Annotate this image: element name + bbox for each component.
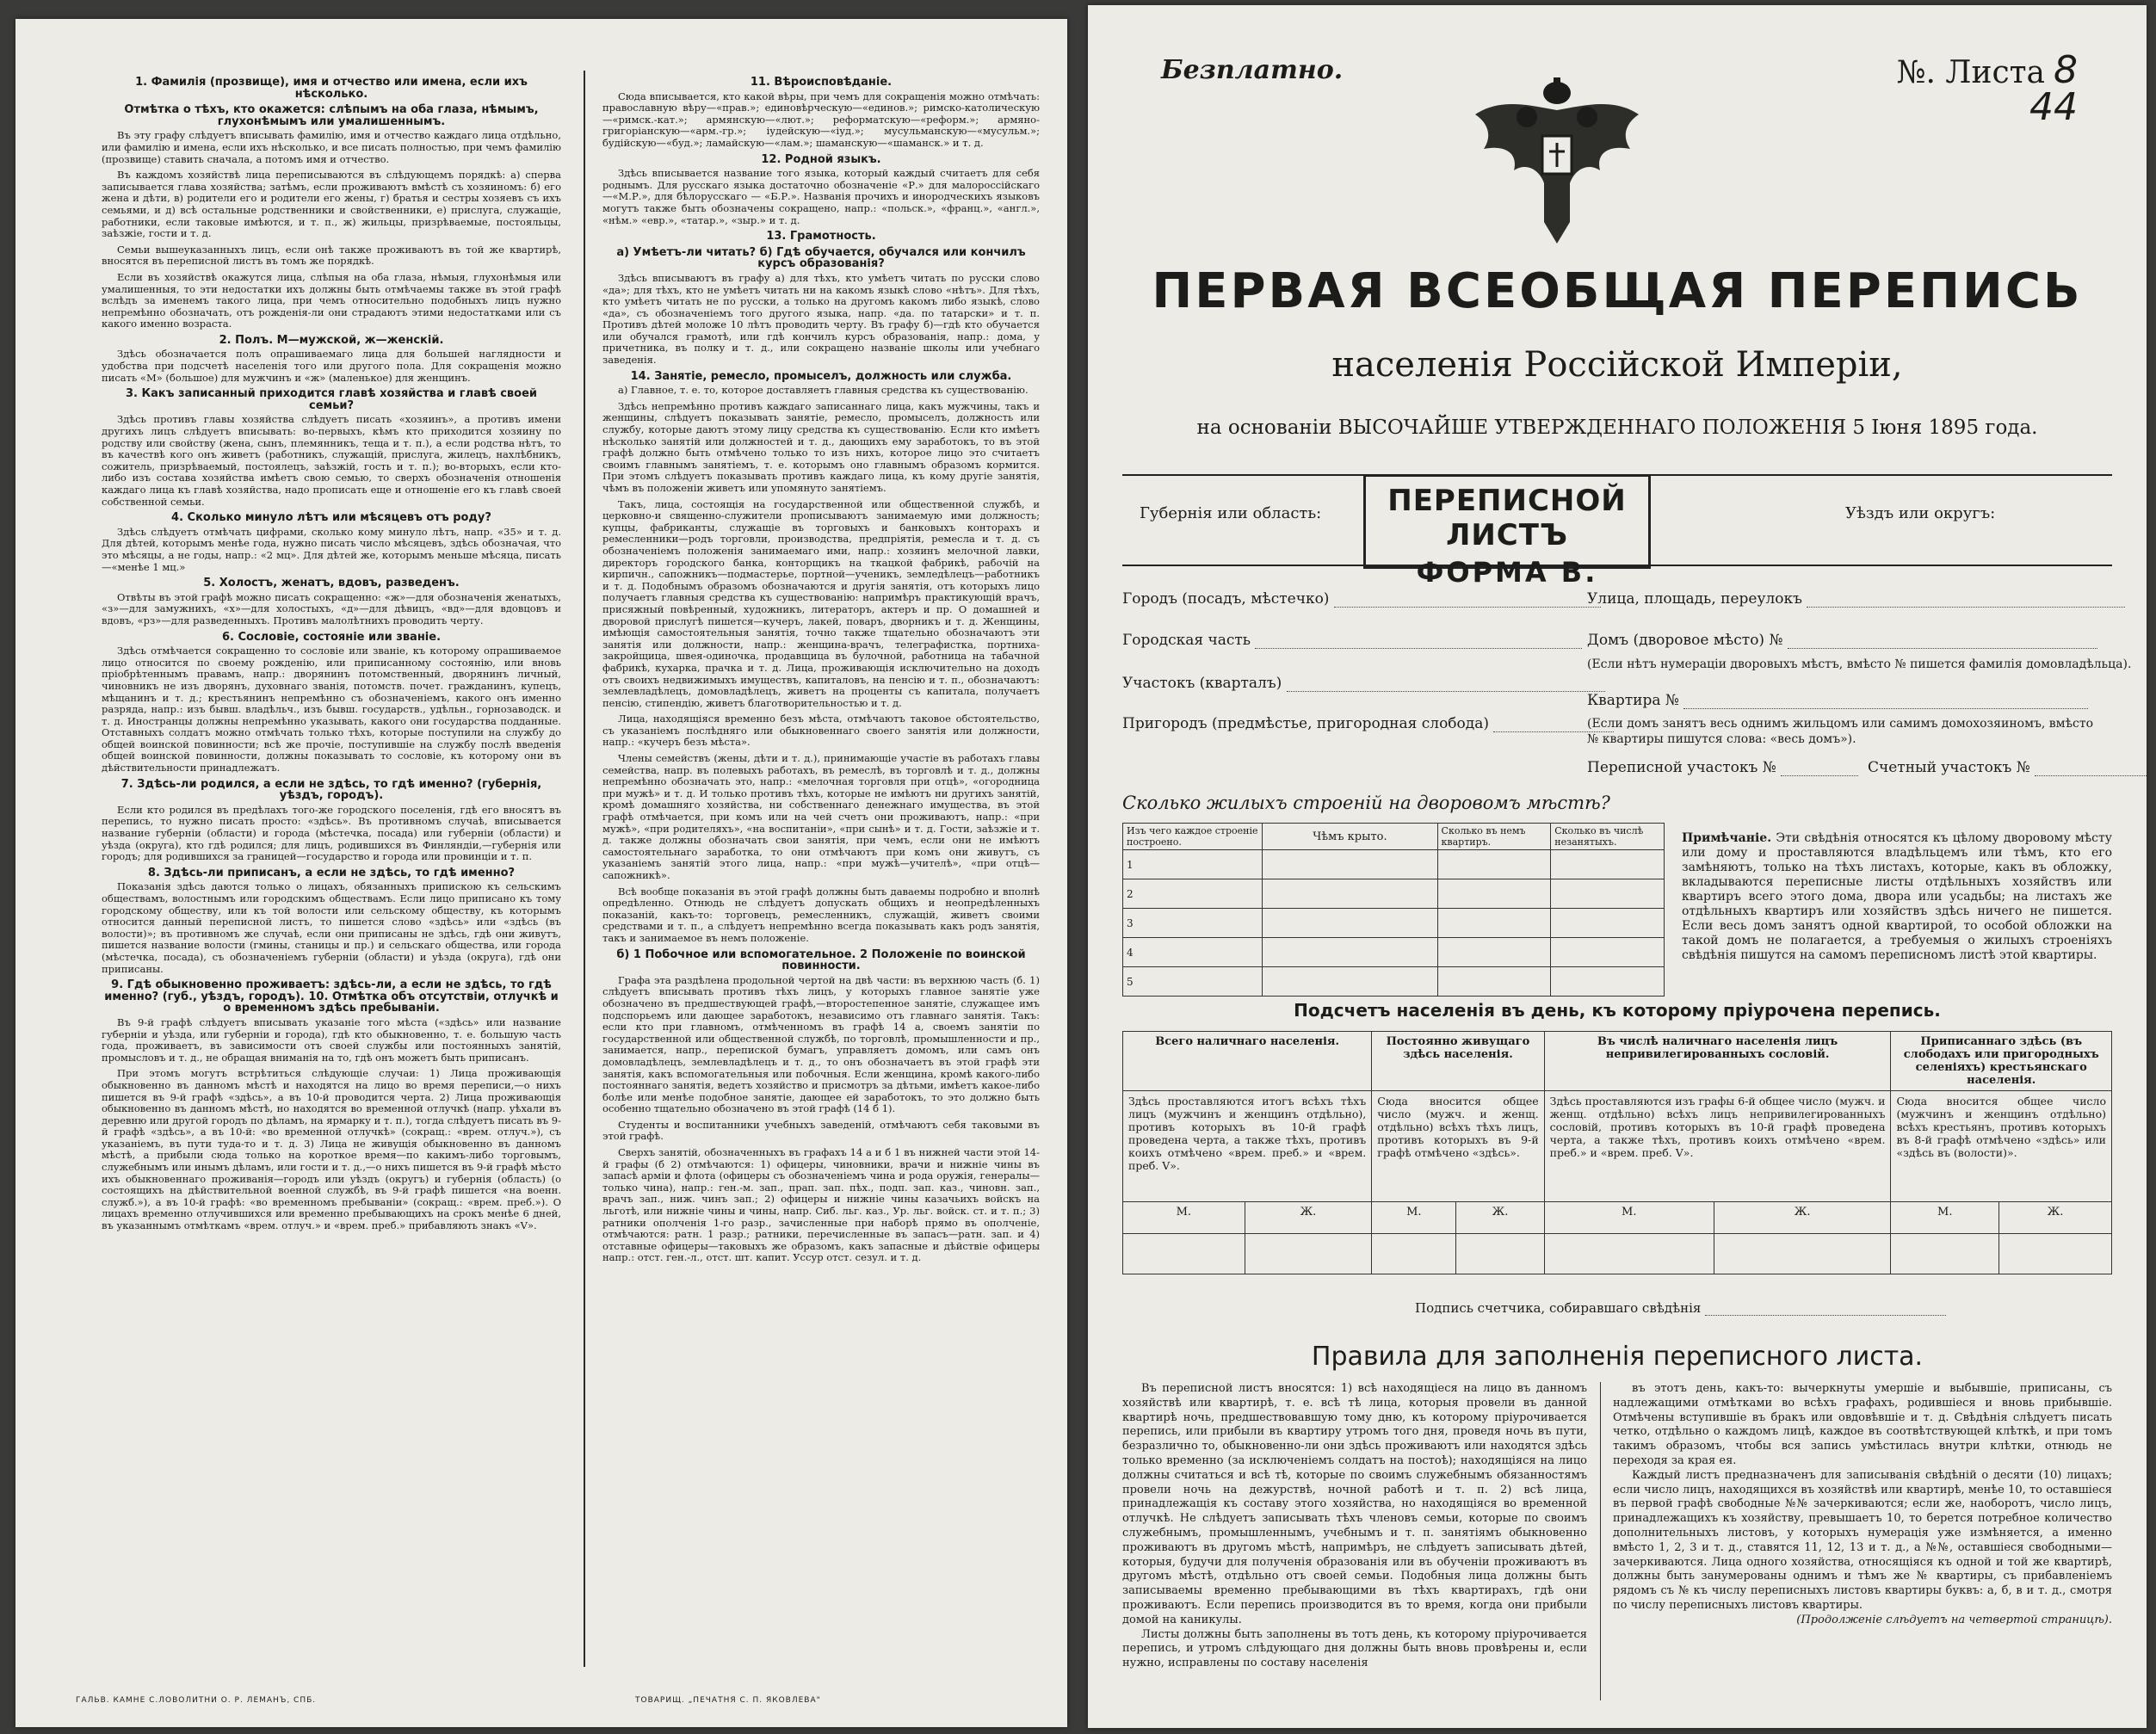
table-cell [1263,938,1437,967]
instruction-paragraph: Графа эта раздѣлена продольной чертой на двѣ части: въ верхнюю часть (б. 1) слѣдуетъ вписывать противъ тѣхъ лицъ, у которыхъ главное занятіе уже обозначено въ предшествующей графѣ,—второстепенное занятіе, служащее имъ подспорьемъ или дающее заработокъ, независимо отъ главнаго занятія. Такъ: если кто при главномъ, отмѣченномъ въ графѣ 14 а, своемъ занятіи по государственной или общественной службѣ, по торговлѣ, промышленности и пр., занимается, напр., перепиской бумагъ, управляетъ домомъ, или самъ онъ домовладѣлецъ, землевладѣлецъ и т. д., то онъ обозначаетъ въ этой графѣ эти занятія, какъ вспомогательныя или побочныя. Если женщина, кромѣ какого-либо постояннаго занятія, ведетъ хозяйство и присмотръ за дѣтьми, имѣетъ какое-либо болѣе или менѣе подобное занятіе, дающее ей заработокъ, то это должно быть особенно тщательно обозначено въ этой графѣ (14 б 1). [602,973,1040,1115]
rules-column-1 [1122,1382,1587,1671]
count-desc-permanent: Сюда вносится общее число (мужч. и женщ. отдѣльно) всѣхъ тѣхъ лицъ, противъ которыхъ въ 9-й графѣ отмѣчено «здѣсь». [1372,1091,1544,1202]
instruction-paragraph: Сюда вписывается, кто какой вѣры, при чемъ для сокращенія можно отмѣчать: православную вѣру—«прав.»; единовѣрческую—«единов.»; римско-католическую—«римск.-кат.»; армянскую—«лют.»; реформатскую—«реформ.»; армяно-григоріанскую—«арм.-гр.»; іудейскую—«іуд.»; мусульманскую—«мусульм.»; будійскую—«буд.»; ламайскую—«лам.»; шаманскую—«шаманск.» и т. д. [602,89,1040,149]
table-cell [1263,850,1437,879]
table-cell [1437,938,1551,967]
instruction-paragraph: Здѣсь непремѣнно противъ каждаго записаннаго лица, какъ мужчины, такъ и женщины, слѣдуетъ показывать занятіе, ремесло, промыселъ, должность или службу, которые даютъ этому лицу средства къ существованію. Если кто имѣетъ нѣсколько занятій или должностей и т. д., дающихъ ему заработокъ, то въ этой графѣ должно быть отмѣчено только то изъ нихъ, которое лицо это считаетъ своимъ главнымъ занятіемъ, т. е. которымъ оно главнымъ образомъ кормится. При этомъ слѣдуетъ показывать противъ каждаго лица, къ кому другіе занятія, чѣмъ въ положеніи живетъ или упомянуто занятіемъ. [602,399,1040,494]
section-heading: 1. Фамилія (прозвище), имя и отчество или имена, если ихъ нѣсколько. [135,76,528,101]
instruction-paragraph: Такъ, лица, состоящія на государственной или общественной службѣ, и церковно-и священно-служители прописываютъ занимаемую ими должность; купцы, фабриканты, служащіе въ торговыхъ и банковыхъ конторахъ и ремесленники—родъ торговли, производства, предпріятія, ремесла и т. д. съ обозначеніемъ положенія занимаемаго ими, напр.: хозяинъ мелочной лавки, директоръ городского банка, конторщикъ на ткацкой фабрикѣ, рабочій на кирпичн., сапожникъ—подмастерье, портной—ученикъ, земледѣлецъ—работникъ и т. д. Подобнымъ образомъ обозначаются и другія занятія, отъ которыхъ лицо получаетъ главныя средства къ существованію: напримѣръ практикующій врачъ, присяжный повѣренный, художникъ, литераторъ, актеръ и пр. О домашней и дворовой прислугѣ пишется—кучеръ, лакей, поваръ, дворникъ и т. д. Женщины, имѣющія самостоятельныя занятія, точно также тщательно обозначаютъ эти занятія или должности, напр.: женщина-врачъ, телеграфистка, портниха-закройщица, швея-одиночка, продавщица въ булочной, работница на табачной фабрикѣ, кухарка, прачка и т. д. Лица, проживающія исключительно на доходъ отъ своихъ недвижимыхъ имуществъ, капиталовъ, на пенсію и т. п., обозначаютъ: землевладѣлецъ, домовладѣлецъ, живетъ на проценты съ капитала, получаетъ пенсію, стипендію, живетъ благотворительностью и т. д. [602,497,1040,709]
table-cell [1123,1234,1245,1274]
row-number: 3 [1123,909,1263,938]
section-heading: 12. Родной языкъ. [761,152,881,166]
table-cell [1437,879,1551,909]
row-number: 4 [1123,938,1263,967]
instructions-column-1 [102,72,561,1667]
census-form-page [1088,5,2147,1728]
perepis-uch-label: Переписной участокъ № [1587,759,1776,776]
rules-title: Правила для заполненія переписного листа. [1311,1342,1924,1372]
table-cell [1372,1234,1456,1274]
count-desc-unprivileged: Здѣсь проставляются изъ графы 6-й общее число (мужч. и женщ. отдѣльно) всѣхъ лицъ непривилегированныхъ сословій, противъ которыхъ въ 10-й графѣ проведена черта, а также тѣхъ, противъ коихъ отмѣчено «врем. преб.» и «врем. преб. V». [1544,1091,1891,1202]
count-col-permanent: Постоянно живущаго здѣсь населенія. [1372,1032,1544,1091]
instruction-paragraph: Въ эту графу слѣдуетъ вписывать фамилію, имя и отчество каждаго лица отдѣльно, или фамилію и имена, если ихъ нѣсколько, и все писать полностью, при чемъ фамилію (прозвище) ставить сначала, а потомъ имя и отчество. [102,129,561,165]
count-col-total: Всего наличнаго населенія. [1123,1032,1372,1091]
female-label: Ж. [1714,1202,1891,1234]
instruction-paragraph: Въ каждомъ хозяйствѣ лица переписываются въ слѣдующемъ порядкѣ: а) сперва записывается глава хозяйства; затѣмъ, если проживаютъ вмѣстѣ съ хозяиномъ: б) его жена и дѣти, в) родители его и родители его жены, г) братья и сестры хозяевъ съ ихъ семьями, и д) всѣ остальные родственники и свойственники, е) прислуга, служащіе, работники, если таковые имѣются, и т. п., ж) жильцы, призрѣваемые, постояльцы, заѣзжіе, гости и т. д. [102,169,561,240]
uchastok-label: Участокъ (кварталъ) [1122,675,1282,692]
instruction-paragraph: Здѣсь отмѣчается сокращенно то сословіе или званіе, къ которому опрашиваемое лицо относится по своему рожденію, или приписанному состоянію, или вновь пріобрѣтеннымъ правамъ, напр.: дворянинъ потомственный, дворянинъ личный, чиновникъ не изъ дворянъ, духовнаго званія, потомств. почет. гражданинъ, купецъ, мѣщанинъ и т. д.; крестьянинъ непремѣнно съ обозначеніемъ, какого онъ именно разряда, напр.: изъ бывш. владѣльч., изъ бывш. государств., удѣльн., горнозаводск. и т. д. Иностранцы должны непремѣнно указывать, какого они государства подданные. Отставныхъ солдатъ можно отмѣчать только тѣхъ, которые поступили на службу до общей воинской повинности; всѣ же прочіе, поступившіе на службу послѣ введенія общей воинской повинности, должны показывать то сословіе, къ которому они въ дѣйствительности принадлежатъ. [102,645,561,774]
table-row [1123,938,1665,967]
buildings-col-vacant: Сколько въ числѣ незанятыхъ. [1551,824,1665,850]
sheet-number-handwritten: 8 [2054,48,2078,92]
table-cell [1437,909,1551,938]
instruction-paragraph: Здѣсь противъ главы хозяйства слѣдуетъ писать «хозяинъ», а противъ имени другихъ лицъ слѣдуетъ вписывать: во-первыхъ, кѣмъ кто приходится хозяину по родству или свойству (жена, сынъ, племянникъ, теща и т. п.), а если родства нѣтъ, то въ качествѣ кого онъ живетъ (работникъ, служащій, прислуга, жилецъ, нахлѣбникъ, сожитель, призрѣваемый, постоялецъ, заѣзжій, гость и т. п.); во-вторыхъ, если кто-либо изъ состава хозяйства имѣетъ свою семью, то сверхъ обозначенія отношенія каждаго лица къ главѣ хозяйства, надо прописать еще и отношеніе его къ главѣ своей собственной семьи. [102,413,561,508]
gorod-field [1122,590,1601,608]
instruction-paragraph: Студенты и воспитанники учебныхъ заведеній, отмѣчаютъ себя таковыми въ этой графѣ. [602,1118,1040,1143]
female-label: Ж. [1245,1202,1372,1234]
buildings-table [1122,823,1665,997]
sheet-number-label: №. Листа [1896,55,2045,90]
table-cell [1551,967,1665,997]
section-heading: Отмѣтка о тѣхъ, кто окажется: слѣпымъ на оба глаза, нѣмымъ, глухонѣмымъ или умалишеннымъ. [124,103,539,128]
buildings-table-header [1123,824,1665,850]
gor-chast-field [1122,632,1582,649]
count-desc-total: Здѣсь проставляются итогъ всѣхъ тѣхъ лицъ (мужчинъ и женщинъ отдѣльно), противъ которыхъ въ 10-й графѣ проведена черта, а также тѣхъ, противъ коихъ отмѣчено «врем. преб.» и «врем. преб. V». [1123,1091,1372,1202]
row-number: 2 [1123,879,1263,909]
printer-imprint-right: ТОВАРИЩ. „ПЕЧАТНЯ С. П. ЯКОВЛЕВА" [635,1696,821,1705]
table-row [1123,909,1665,938]
table-cell [1551,909,1665,938]
section-heading: 2. Полъ. М—мужской, ж—женскій. [219,333,444,347]
table-cell [1263,909,1437,938]
section-heading: 8. Здѣсь-ли приписанъ, а если не здѣсь, то гдѣ именно? [147,866,516,879]
section-heading: 7. Здѣсь-ли родился, а если не здѣсь, то гдѣ именно? (губернія, уѣздъ, городъ). [120,777,542,803]
instruction-paragraph: При этомъ могутъ встрѣтиться слѣдующіе случаи: 1) Лица проживающія обыкновенно въ данномъ мѣстѣ и находятся на лицо во время переписи,—о нихъ пишется въ 9-й графѣ «здѣсь», а въ 10-й проводится черта. 2) Лица проживающія обыкновенно въ данномъ мѣстѣ, но находятся во временной отлучкѣ (напр. уѣхали въ деревню или другой городъ по дѣламъ, на ярмарку и т. п.), тогда слѣдуетъ писать въ 9-й графѣ «здѣсь», а въ 10-й: «во временной отлучкѣ» (сокращ.: «врем. отлуч.»), съ указаніемъ, въ пути туда-то и т. д. 3) Лица не живущія обыкновенно въ данномъ мѣстѣ, а прибыли сюда только на короткое время—по какимъ-либо торговымъ, служебнымъ или инымъ дѣламъ, или гости и т. д.,—о нихъ пишется въ 9-й графѣ мѣсто ихъ обыкновеннаго проживанія—городъ или уѣздъ (округъ) и губернія (область) (о состоящихъ на дѣйствительной военной службѣ, въ 9-й графѣ пишется «на военн. служб.»), а въ 10-й графѣ: «во временномъ пребываніи» (сокращ.: «врем. преб.»). О лицахъ временно отлучившихся или временно пребывающихъ на срокъ менѣе 6 дней, въ указаннымъ отмѣткамъ «врем. отлуч.» и «врем. преб.» прибавляють знакъ «V». [102,1067,561,1232]
buildings-col-flats: Сколько въ немъ квартиръ. [1437,824,1551,850]
schet-uch-label: Счетный участокъ № [1868,759,2030,776]
instruction-paragraph: Показанія здѣсь даются только о лицахъ, обязанныхъ припискою къ сельскимъ обществамъ, волостнымъ или городскимъ обществамъ. Если лицо приписано къ тому городскому обществу, или къ той волости или сельскому обществу, къ которымъ относится данный переписной листъ, то пишется слово «здѣсь» или «здѣсь (въ волости)»; въ противномъ же случаѣ, если они приписаны не здѣсь, гдѣ они живутъ, пишется название волости (гмины, станицы и пр.) и сельскаго общества, или города (мѣстечка, посада), съ обозначеніемъ губерніи (области) и уѣзда (округа), гдѣ они приписаны. [102,880,561,975]
rules-column-2 [1613,1382,2112,1628]
buildings-col-roof: Чѣмъ крыто. [1263,824,1437,850]
instruction-paragraph: Здѣсь обозначается полъ опрашиваемаго лица для большей наглядности и удобства при подсчетѣ населенія того или другого пола. Для сокращенія можно писать «М» (большое) для мужчинъ и «ж» (маленькое) для женщинъ. [102,348,561,384]
signature-label: Подпись счетчика, собиравшаго свѣдѣнія [1415,1300,1702,1316]
table-cell [1437,967,1551,997]
section-heading: а) Умѣетъ-ли читать? б) Гдѣ обучается, обучался или кончилъ курсъ образованія? [616,245,1026,271]
instruction-paragraph: Сверхъ занятій, обозначенныхъ въ графахъ 14 а и б 1 въ нижней части этой 14-й графы (б 2) отмѣчаются: 1) офицеры, чиновники, врачи и нижніе чины въ запасѣ арміи и флота (офицеры съ обозначеніемъ чина и рода оружія, генералы—только чина), напр.: ген.-м. зап., прап. зап. пѣх., подп. зап. каз., чиновн. зап., врачъ зап., ниж. чинъ зап.; 2) офицеры и нижніе чины казачьихъ войскъ на льготѣ, или нижніе чины и чины, напр. Сиб. льг. каз., Ур. льг. войск. ст. и т. п.; 3) ратники ополченія 1-го разр., зачисленные при наборѣ прямо въ ополченіе, отмѣчаются: ратн. 1 разр.; ратники, перечисленные въ запасъ—ратн. зап. и 4) отставные офицеры—таковыхъ же образомъ, какъ запасные и дѣйствіе офицеры напр.: отст. ген.-л., отст. шт. капит. Уссур отст. сезул. и т. д. [602,1146,1040,1264]
section-heading: 11. Вѣроисповѣданіе. [750,76,893,89]
row-number: 1 [1123,850,1263,879]
imperial-eagle-icon [1467,76,1647,248]
instruction-paragraph: Лица, находящіяся временно безъ мѣста, отмѣчаютъ таковое обстоятельство, съ указаніемъ послѣдняго или обыкновеннаго своего занятія или должности, напр.: «кучеръ безъ мѣста». [602,713,1040,749]
table-cell [1551,938,1665,967]
male-label: М. [1372,1202,1456,1234]
legal-basis: на основаніи ВЫСОЧАЙШЕ УТВЕРЖДЕННАГО ПОЛОЖЕНІЯ 5 Іюня 1895 года. [1196,417,2038,439]
table-cell [1263,967,1437,997]
buildings-question: Сколько жилыхъ строеній на дворовомъ мѣстѣ? [1122,793,1610,813]
counter-signature [1415,1300,1946,1316]
form-code: ФОРМА В. [1416,556,1598,589]
table-cell [1714,1234,1891,1274]
count-desc-peasants: Сюда вносится общее число (мужчинъ и женщинъ отдѣльно) всѣхъ крестьянъ, противъ которыхъ въ 8-й графѣ отмѣчено «здѣсь» или «здѣсь въ (волости)». [1891,1091,2112,1202]
female-label: Ж. [1456,1202,1544,1234]
rules-text: Каждый листъ предназначенъ для записыванія свѣдѣній о десяти (10) лицахъ; если число лицъ, находящихся въ хозяйствѣ или квартирѣ, менѣе 10, то оставшіеся въ первой графѣ свободные №№ зачеркиваются; если же, наоборотъ, число лицъ, принадлежащихъ къ хозяйству, превышаетъ 10, то берется потребное количество дополнительныхъ листовъ, у которыхъ нумерація уже измѣняется, а именно вмѣсто 1, 2, 3 и т. д., ставятся 11, 12, 13 и т. д., а №№, оставшіеся свободными—зачеркиваются. Лица одного хозяйства, относящіяся къ одной и той же квартирѣ, должны быть занумерованы однимъ и тѣмъ же № квартиры, съ прибавленіемъ рядомъ съ № къ числу переписныхъ листовъ квартиры буквъ: а, б, в и т. д., смотря по числу переписныхъ листовъ квартиры. [1613,1468,2112,1612]
section-heading: б) 1 Побочное или вспомогательное. 2 Положеніе по воинской повинности. [616,947,1026,973]
table-row [1123,850,1665,879]
dom-field [1587,632,2097,649]
free-of-charge-label: Безплатно. [1161,55,1344,85]
section-heading: 9. Гдѣ обыкновенно проживаетъ: здѣсь-ли, а если не здѣсь, то гдѣ именно? (губ., уѣздъ, городъ). 10. Отмѣтка объ отсутствіи, отлучкѣ и о временномъ здѣсь пребываніи. [104,978,559,1015]
table-cell [1551,850,1665,879]
row-number: 5 [1123,967,1263,997]
section-heading: 4. Сколько минуло лѣтъ или мѣсяцевъ отъ роду? [171,511,491,525]
ulitsa-line [1807,607,2125,608]
male-label: М. [1544,1202,1714,1234]
kvartira-field [1587,692,2088,709]
ulitsa-field [1587,590,2125,608]
gubernia-label: Губернія или область: [1140,504,1322,522]
section-heading: 5. Холостъ, женатъ, вдовъ, разведенъ. [203,577,460,590]
rules-divider [1600,1382,1601,1700]
instruction-paragraph: Здѣсь вписываютъ въ графу а) для тѣхъ, кто умѣетъ читать по русски слово «да»; для тѣхъ, кто не умѣетъ читать ни на какомъ языкѣ слово «нѣтъ». Для тѣхъ, кто умѣетъ читать не по русски, а только на другомъ какомъ либо языкѣ, слово «да», съ обозначеніемъ того другого языка, напр. «да. по татарски» и т. п. Противъ дѣтей моложе 10 лѣтъ проводить черту. Въ графу б)—гдѣ кто обучается или обучался грамотѣ, или гдѣ кончилъ курсъ образованія, напр.: дома, у причетника, въ полку и т. д., или сокращено названіе школы или учебнаго заведенія. [602,271,1040,367]
instruction-paragraph: а) Главное, т. е. то, которое доставляетъ главныя средства къ существованію. [618,384,1029,397]
continued-note: (Продолженіе слѣдуетъ на четвертой страницѣ). [1796,1613,2112,1626]
count-col-peasants: Приписаннаго здѣсь (въ слободахъ или пригородныхъ селеніяхъ) крестьянскаго населенія. [1891,1032,2112,1091]
form-title-box [1363,474,1651,589]
census-title: ПЕРВАЯ ВСЕОБЩАЯ ПЕРЕПИСЬ [1152,263,2083,319]
prigorod-label: Пригородъ (предмѣстье, пригородная слобода) [1122,715,1490,732]
count-col-unprivileged: Въ числѣ наличнаго населенія лицъ непривилегированныхъ сословій. [1544,1032,1891,1091]
printer-imprint-left: ГАЛЬВ. КАМНЕ С.ЛОВОЛИТНИ О. Р. ЛЕМАНЪ, СПБ. [76,1696,317,1705]
census-subtitle: населенія Россійской Имперіи, [1331,345,1903,385]
uchastok-line [1287,691,1605,692]
instruction-paragraph: Всѣ вообще показанія въ этой графѣ должны быть даваемы подробно и вполнѣ опредѣленно. Отнюдь не слѣдуетъ допускать общихъ и неопредѣленныхъ показаній, какъ-то: торговецъ, ремесленникъ, служащій, живетъ своими средствами и т. п., а слѣдуетъ непремѣнно всегда показывать какъ родъ занятія, такъ и занимаемое въ немъ положеніе. [602,885,1040,944]
uchastok-field [1122,675,1605,692]
instruction-paragraph: Здѣсь слѣдуетъ отмѣчать цифрами, сколько кому минуло лѣтъ, напр. «35» и т. д. Для дѣтей, которымъ менѣе года, нужно писать число мѣсяцевъ, здѣсь обозначая, что это мѣсяцы, а не годы, напр.: «2 мц». Для дѣтей же, которымъ меньше мѣсяца, писать—«менѣе 1 мц.» [102,525,561,573]
table-cell [1437,850,1551,879]
note-head: Примѣчаніе. [1682,831,1772,845]
table-cell [1263,879,1437,909]
rules-text: Листы должны быть заполнены въ тотъ день, къ которому пріурочивается перепись, и утромъ слѣдующаго дня должны быть вновь провѣрены и, если нужно, исправлены по составу населенія [1122,1627,1587,1670]
gor-chast-label: Городская часть [1122,632,1251,649]
dom-label: Домъ (дворовое мѣсто) № [1587,632,1783,649]
kvartira-label: Квартира № [1587,692,1679,709]
instruction-paragraph: Если въ хозяйствѣ окажутся лица, слѣпыя на оба глаза, нѣмыя, глухонѣмыя или умалишенныя, то эти недостатки ихъ должны быть отмѣчаемы также въ этой графѣ вслѣдъ за именемъ такого лица, при чемъ относительно подобныхъ лицъ нужно непремѣнно обозначать, отъ рожденія-ли они страдаютъ этими недостатками или съ какого именно возраста. [102,270,561,330]
buildings-col-material: Изъ чего каждое строеніе построено. [1123,824,1263,850]
perepis-uch-line [1781,775,1858,776]
female-label: Ж. [1999,1202,2112,1234]
table-cell [1999,1234,2112,1274]
table-cell [1891,1234,1999,1274]
gor-chast-line [1255,648,1582,649]
kvartira-note: (Если домъ занятъ весь однимъ жильцомъ или самимъ домохозяиномъ, вмѣсто № квартиры пишутся слова: «весь домъ»). [1587,717,2094,746]
schet-uch-line [2035,775,2147,776]
prigorod-field [1122,715,1614,732]
uezd-label: Уѣздъ или округъ: [1845,504,1996,522]
instruction-paragraph: Здѣсь вписывается название того языка, который каждый считаетъ для себя роднымъ. Для русскаго языка достаточно обозначеніе «Р.» для малороссійскаго—«М.Р.», для бѣлорусскаго — «Б.Р.». Названія прочихъ и инородческихъ языковъ могутъ также быть обозначены сокращено, напр.: «польск.», «франц.», «англ.», «нѣм.» «евр.», «татар.», «зыр.» и т. д. [602,167,1040,226]
buildings-note [1682,831,2112,963]
population-count-table [1122,1031,2112,1274]
perepis-uch-field [1587,759,2147,776]
rules-text: Въ переписной листъ вносятся: 1) всѣ находящіеся на лицо въ данномъ хозяйствѣ или квартирѣ, т. е. всѣ тѣ лица, которыя провели въ данной квартирѣ ночь, предшествовавшую тому дню, къ которому пріурочивается перепись, или прибыли въ квартиру утромъ того дня, проведя ночь въ пути, безразлично то, обыкновенно-ли они здѣсь проживаютъ или находятся здѣсь только временно (за исключеніемъ солдатъ на постоѣ); находящіяся на лицо должны считаться и всѣ тѣ, которые по своимъ служебнымъ обязанностямъ провели ночь на дежурствѣ, ночной работѣ и т. п. 2) всѣ лица, принадлежащія къ составу этого хозяйства, но находящіяся во временной отлучкѣ. Не слѣдуетъ записывать тѣхъ членовъ семьи, которые по своимъ служебнымъ, промышленнымъ, учебнымъ и т. п. занятіямъ обыкновенно проживаютъ въ другомъ мѣстѣ, напримѣръ, не слѣдуетъ записывать дѣтей, которыя, будучи для полученія образованія или въ обученіи проживаютъ въ другомъ мѣстѣ, отдѣльно отъ своей семьи. Подобныя лица должны быть записываемы временно пребывающими въ тѣхъ квартирахъ, гдѣ они проживаютъ. Если перепись производится въ то время, когда они прибыли домой на каникулы. [1122,1382,1587,1626]
male-label: М. [1123,1202,1245,1234]
column-divider [584,71,585,1667]
dom-note: (Если нѣтъ нумераціи дворовыхъ мѣстъ, вмѣсто № пишется фамилія домовладѣльца). [1587,657,2132,671]
male-label: М. [1891,1202,1999,1234]
section-heading: 3. Какъ записанный приходится главѣ хозяйства и главѣ своей семьи? [125,387,538,412]
table-row [1123,967,1665,997]
sheet-number [1896,48,2078,129]
sheet-number-handwritten-2: 44 [2029,85,2078,129]
table-row [1123,879,1665,909]
instruction-paragraph: Члены семействъ (жены, дѣти и т. д.), принимающіе участіе въ работахъ главы семейства, напр. въ полевыхъ работахъ, въ ремеслѣ, въ торговлѣ и т. д., должны непремѣнно обозначать это, напр.: «мелочная торговля при отцѣ», «огородница при мужѣ» и т. д. И только противъ тѣхъ, которые не имѣютъ ни другихъ занятій, кромѣ домашняго хозяйства, ни собственнаго денежнаго имущества, въ этой графѣ отмѣчается, при комъ или на чей счетъ они проживаютъ, напр.: «при мужѣ», «при родителяхъ», «на воспитаніи», «при сынѣ» и т. д. Гости, заѣзжіе и т. д. также должны обозначать свои занятія, при чемъ, если они не имѣютъ самостоятельнаго заработка, то они отмѣчаютъ при комъ они живутъ, съ указаніемъ занятій этого лица, напр.: «при мужѣ—учителѣ», «при отцѣ—сапожникѣ». [602,752,1040,881]
rules-text: въ этотъ день, какъ-то: вычеркнуты умершіе и выбывшіе, приписаны, съ надлежащими отмѣтками во всѣхъ графахъ, родившіеся и вновь прибывшіе. Отмѣчены вступившіе въ бракъ или овдовѣвшіе и т. д. Свѣдѣнія слѣдуетъ писать четко, отдѣльно о каждомъ лицѣ, каждое въ соотвѣтствующей клѣткѣ, и при томъ такимъ образомъ, чтобы вся запись умѣстилась внутри клѣтки, отнюдь не переходя за края ея. [1613,1382,2112,1467]
table-cell [1551,879,1665,909]
section-heading: 14. Занятіе, ремесло, промыселъ, должность или служба. [630,369,1012,383]
instruction-paragraph: Если кто родился въ предѣлахъ того-же городского поселенія, гдѣ его вносятъ въ перепись, то нужно писать просто: «здѣсь». Въ противномъ случаѣ, вписывается название губерніи (области) и города (мѣстечка, посада) или губерніи (области) и уѣзда (округа), кто гдѣ родился; для лицъ, родившихся въ Финляндіи,—губернія или городъ; для родившихся за границей—государство и города или провинціи и т. п. [102,803,561,863]
table-cell [1456,1234,1544,1274]
gorod-line [1334,607,1601,608]
dom-line [1788,648,2097,649]
signature-line [1705,1315,1946,1316]
table-cell [1245,1234,1372,1274]
form-title: ПЕРЕПИСНОЙ ЛИСТЪ [1387,484,1627,552]
note-text: Эти свѣдѣнія относятся къ цѣлому дворовому мѣсту или дому и проставляются владѣльцемъ или тѣмъ, кто его замѣняютъ, только на тѣхъ листахъ, которые, какъ въ обложку, вкладываются переписные листы отдѣльныхъ хозяйствъ или квартиръ всего этого дома, двора или усадьбы; на листахъ же отдѣльныхъ квартиръ или хозяйствъ здѣсь ничего не пишется. Если весь домъ занятъ одной квартирой, то особой обложки на такой домъ не полагается, а требуемыя о жилыхъ строеніяхъ свѣдѣнія пишутся на самомъ переписномъ листѣ этой квартиры. [1682,831,2112,962]
population-count-heading: Подсчетъ населенія въ день, къ которому пріурочена перепись. [1294,1000,1941,1021]
instruction-paragraph: Въ 9-й графѣ слѣдуетъ вписывать указаніе того мѣста («здѣсь» или название губерніи и уѣзда, или губерніи и города), гдѣ кто обыкновенно, т. е. большую часть года, проживаетъ, въ зависимости отъ своей службы или постоянныхъ занятій, промысловъ и т. д., не обращая вниманія на то, гдѣ онъ можетъ быть приписанъ. [102,1015,561,1064]
kvartira-line [1683,708,2088,709]
table-cell [1544,1234,1714,1274]
section-heading: 6. Сословіе, состояніе или званіе. [221,630,442,644]
instructions-column-2 [602,72,1040,1667]
ulitsa-label: Улица, площадь, переулокъ [1587,590,1802,608]
instruction-paragraph: Семьи вышеуказанныхъ лицъ, если онѣ также проживаютъ въ той же квартирѣ, вносятся въ переписной листъ въ томъ же порядкѣ. [102,243,561,268]
instruction-paragraph: Отвѣты въ этой графѣ можно писать сокращенно: «ж»—для обозначенія женатыхъ, «з»—для замужнихъ, «х»—для холостыхъ, «д»—для дѣвицъ, «вд»—для вдовцовъ и вдовъ, «рз»—для разведенныхъ. Противъ малолѣтнихъ проводить черту. [102,590,561,626]
section-heading: 13. Грамотность. [766,230,876,244]
gorod-label: Городъ (посадъ, мѣстечко) [1122,590,1330,608]
instructions-page [15,19,1067,1727]
